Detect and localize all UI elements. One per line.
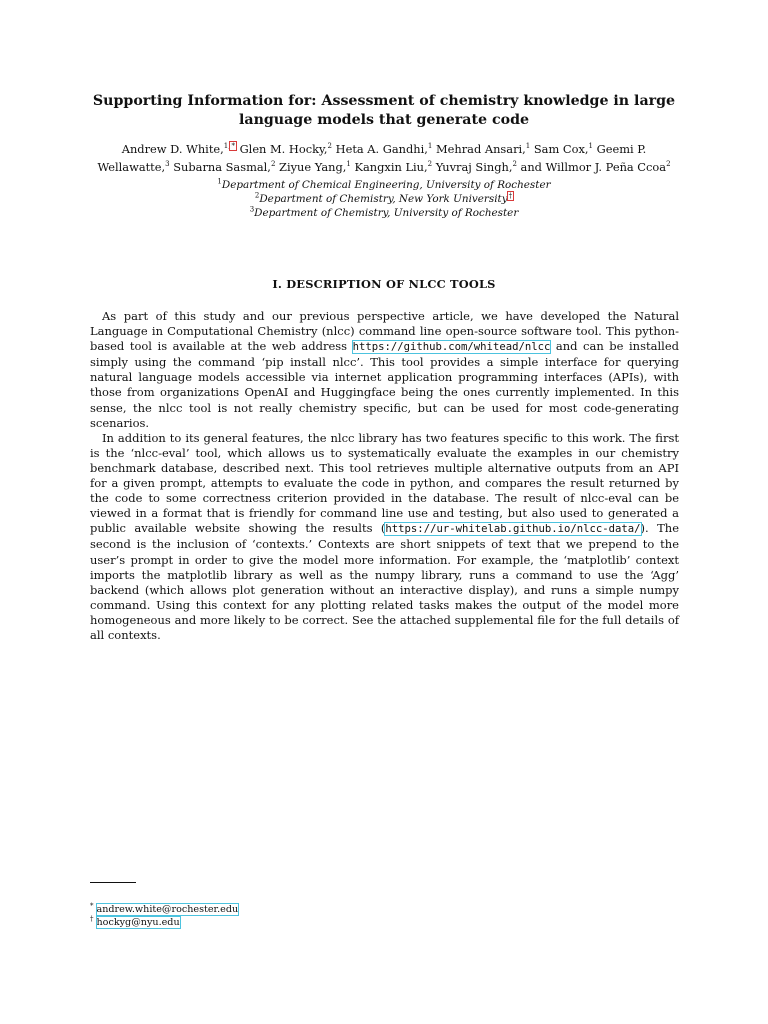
affiliation-number: 1 bbox=[217, 177, 222, 186]
paragraph-text: In addition to its general features, the nlcc library has two features specific to this work. The first is the ‘nlcc-eval’ tool, which allows us to systematically evaluate the examples in our chemistry benchmark database, described next. This tool retrieves multiple alternative outputs from an API for a given prompt, attempts to evaluate the code in python, and compares the result returned by the code to some correctness criterion provided in the database. The result of nlcc-eval can be viewed in a format that is friendly for command line use and testing, but also used to generated a public available website showing the results ( bbox=[90, 430, 679, 536]
affiliation-2 bbox=[90, 192, 678, 206]
author-affiliation-marks: 1 bbox=[346, 159, 351, 168]
author-name: Geemi P. Wellawatte, bbox=[97, 142, 647, 174]
author bbox=[173, 160, 275, 174]
author-name: Subarna Sasmal, bbox=[173, 159, 271, 174]
footnote-link-star[interactable]: * bbox=[231, 142, 235, 151]
footnote-2 bbox=[90, 916, 238, 929]
github-repo-link[interactable]: https://github.com/whitead/nlcc bbox=[352, 341, 551, 354]
author bbox=[240, 142, 332, 156]
author bbox=[534, 142, 593, 156]
author-name: Andrew D. White, bbox=[121, 142, 224, 156]
author-affiliation-marks: 2 bbox=[270, 159, 276, 168]
author-affiliation-marks: 1 bbox=[525, 142, 531, 151]
author bbox=[355, 160, 433, 174]
title-line-1: Supporting Information for: Assessment of chemistry knowledge in large bbox=[92, 93, 676, 109]
author-affiliation-marks: 2 bbox=[666, 159, 671, 168]
footnotes bbox=[90, 903, 238, 929]
section-body bbox=[90, 309, 679, 643]
footnote-rule bbox=[90, 882, 136, 883]
author-affiliation-marks: 1 bbox=[427, 142, 433, 151]
affiliation-number: 3 bbox=[249, 205, 255, 214]
footnote-mark: * bbox=[90, 901, 94, 910]
title-line-2: language models that generate code bbox=[238, 112, 530, 128]
affiliation-1 bbox=[90, 178, 678, 192]
paragraph-text: and can be installed simply using the command ‘pip install nlcc’. This tool provides a simple interface for querying natural language models accessible via internet application programming interfaces (APIs), with those from organizations OpenAI and Huggingface being the ones currently implemented. In this sense, the nlcc tool is not really chemistry specific, but can be used for most code-generating scenarios. bbox=[90, 339, 679, 430]
paragraph-2 bbox=[90, 431, 679, 643]
author-name: Sam Cox, bbox=[533, 142, 589, 156]
paragraph-text: ). The second is the inclusion of ‘contexts.’ Contexts are short snippets of text that we prepend to the user’s prompt in order to give the model more information. For example, the ‘matplotlib’ context imports the matplotlib library as well as the numpy library, runs a command to use the ‘Agg’ backend (which allows plot generation without an interactive display), and runs a simple numpy command. Using this context for any plotting related tasks makes the output of the model more homogeneous and more likely to be correct. See the attached supplemental file for the full details of all contexts. bbox=[90, 521, 679, 642]
author-name: Glen M. Hocky, bbox=[239, 142, 328, 156]
footnote-mark: † bbox=[90, 914, 94, 923]
results-website-link[interactable]: https://ur-whitelab.github.io/nlcc-data/ bbox=[385, 523, 641, 536]
footnote-1 bbox=[90, 903, 238, 916]
author bbox=[336, 142, 433, 156]
author bbox=[521, 160, 671, 174]
author-affiliation-marks: 1, bbox=[223, 142, 231, 151]
email-link-white[interactable]: andrew.white@rochester.edu bbox=[96, 904, 239, 915]
paper-title bbox=[90, 92, 678, 130]
author-name: Heta A. Gandhi, bbox=[335, 142, 428, 156]
paragraph-1 bbox=[90, 309, 679, 431]
author-name: Ziyue Yang, bbox=[279, 159, 347, 174]
section-heading: I. DESCRIPTION OF NLCC TOOLS bbox=[272, 277, 496, 291]
author bbox=[436, 142, 530, 156]
affiliation-number: 2 bbox=[254, 191, 260, 200]
author-affiliation-marks: 2 bbox=[427, 159, 433, 168]
affiliation-3 bbox=[90, 206, 678, 220]
author bbox=[279, 160, 351, 174]
author-list bbox=[90, 141, 678, 176]
author-affiliation-marks: 1 bbox=[588, 142, 593, 151]
affiliation-text: Department of Chemistry, University of Rochester bbox=[254, 207, 519, 220]
author-name: Mehrad Ansari, bbox=[435, 142, 526, 156]
affiliation-text: Department of Chemical Engineering, University of Rochester bbox=[221, 179, 551, 191]
author-affiliation-marks: 2 bbox=[327, 142, 333, 151]
author-name: and Willmor J. Peña Ccoa bbox=[520, 159, 667, 174]
affiliation-text: Department of Chemistry, New York University bbox=[259, 193, 508, 206]
author-name: Yuvraj Singh, bbox=[435, 159, 513, 174]
author-affiliation-marks: 3 bbox=[165, 159, 170, 168]
email-link-hocky[interactable]: hockyg@nyu.edu bbox=[96, 917, 180, 928]
author-affiliation-marks: 2 bbox=[512, 159, 517, 168]
paragraph-text: As part of this study and our previous perspective article, we have developed the Natural Language in Computational Chemistry (nlcc) command line open-source software tool. This python-based tool is available at the web address bbox=[90, 309, 679, 354]
author bbox=[122, 142, 236, 156]
author-name: Kangxin Liu, bbox=[354, 159, 428, 174]
affiliations bbox=[90, 178, 678, 221]
author bbox=[436, 160, 517, 174]
footnote-link-dagger[interactable]: † bbox=[508, 191, 513, 200]
